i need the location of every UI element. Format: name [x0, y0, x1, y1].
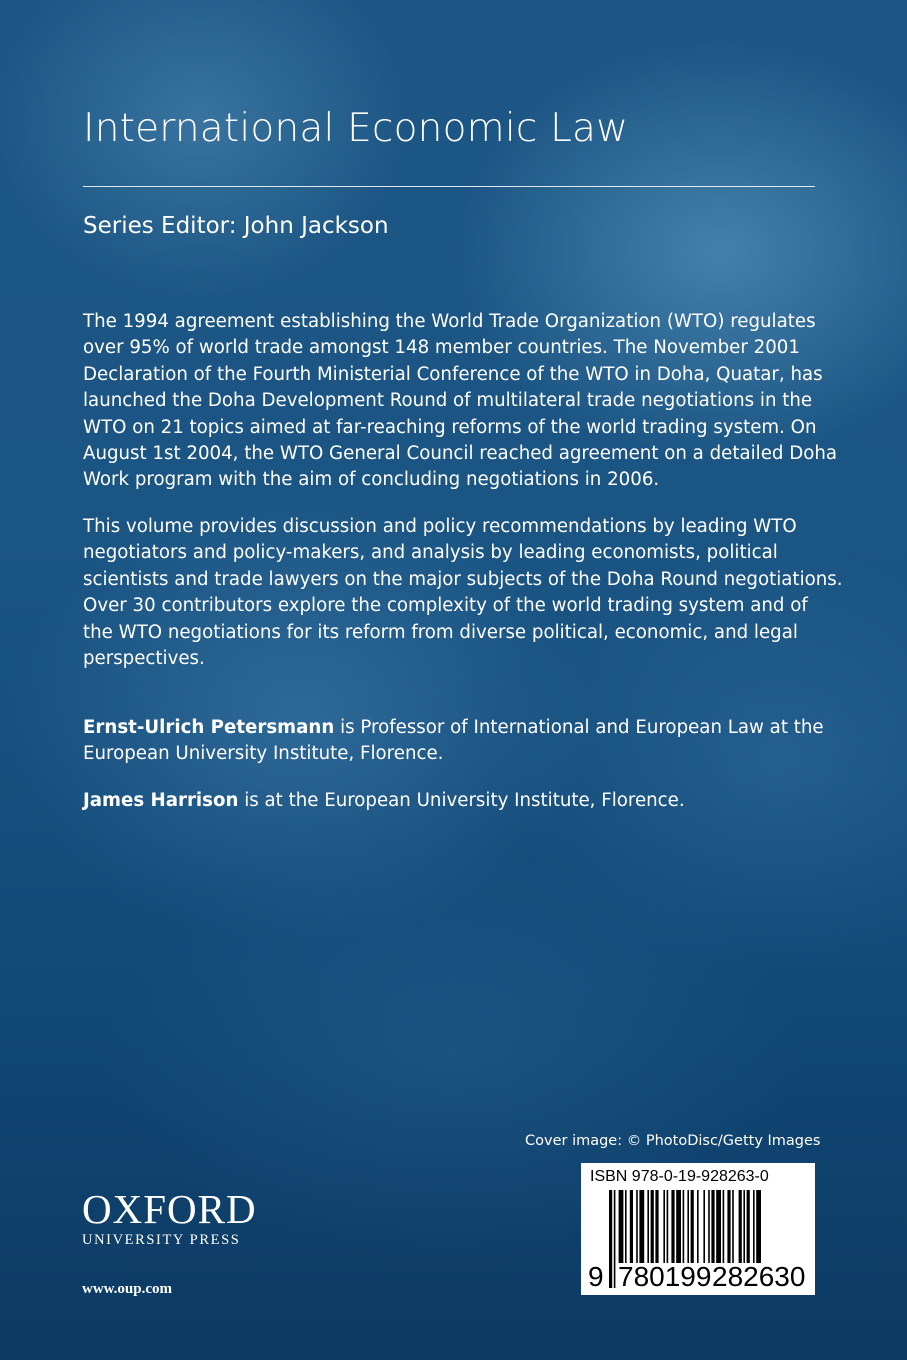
text-line: negotiators and policy-makers, and analysis by leading economists, political: [83, 542, 778, 564]
author-name: James Harrison: [83, 790, 239, 811]
text-line: over 95% of world trade amongst 148 member countries. The November 2001: [83, 337, 800, 359]
text-line: perspectives.: [83, 648, 205, 670]
text-line: the WTO negotiations for its reform from diverse political, economic, and legal: [83, 621, 798, 643]
text-line: launched the Doha Development Round of multilateral trade negotiations in the: [83, 390, 813, 412]
isbn-label: ISBN 978-0-19-928263-0: [590, 1168, 769, 1185]
author-name: Ernst-Ulrich Petersmann: [83, 717, 335, 738]
cover-image-credit: Cover image: © PhotoDisc/Getty Images: [525, 1133, 821, 1149]
text-line: WTO on 21 topics aimed at far-reaching reforms of the world trading system. On: [83, 416, 817, 438]
publisher-website: www.oup.com: [82, 1281, 173, 1297]
logo-subtitle: UNIVERSITY PRESS: [82, 1232, 241, 1248]
description-paragraph-2: [83, 514, 843, 672]
text-line: The 1994 agreement establishing the World Trade Organization (WTO) regulates: [83, 311, 816, 332]
text-line: Declaration of the Fourth Ministerial Conference of the WTO in Doha, Quatar, has: [83, 363, 823, 385]
bio-text: European University Institute, Florence.: [83, 743, 444, 765]
isbn-barcode: [581, 1163, 815, 1295]
text-line: August 1st 2004, the WTO General Council reached agreement on a detailed Doha: [83, 443, 838, 465]
author-bio-2: [83, 788, 685, 814]
text-line: Over 30 contributors explore the complexity of the world trading system and of: [83, 595, 808, 617]
barcode-digit: 9: [588, 1261, 604, 1292]
book-series-title: International Economic Law: [83, 106, 629, 151]
series-editor: Series Editor: John Jackson: [83, 213, 389, 239]
text-line: Work program with the aim of concluding negotiations in 2006.: [83, 469, 660, 491]
description-paragraph-1: [83, 309, 837, 494]
text-line: This volume provides discussion and policy recommendations by leading WTO: [83, 516, 797, 537]
barcode-digits-right: 282630: [712, 1261, 806, 1292]
bio-text: is Professor of International and European Law at the: [334, 717, 824, 738]
logo-name: OXFORD: [82, 1186, 257, 1232]
bio-text: is at the European University Institute, Florence.: [238, 790, 685, 811]
oxford-university-press-logo: [82, 1188, 257, 1249]
author-bio-1: [83, 715, 824, 768]
text-line: scientists and trade lawyers on the major subjects of the Doha Round negotiations.: [83, 568, 843, 590]
barcode-digits-left: 780199: [618, 1261, 712, 1292]
divider: [83, 186, 815, 187]
